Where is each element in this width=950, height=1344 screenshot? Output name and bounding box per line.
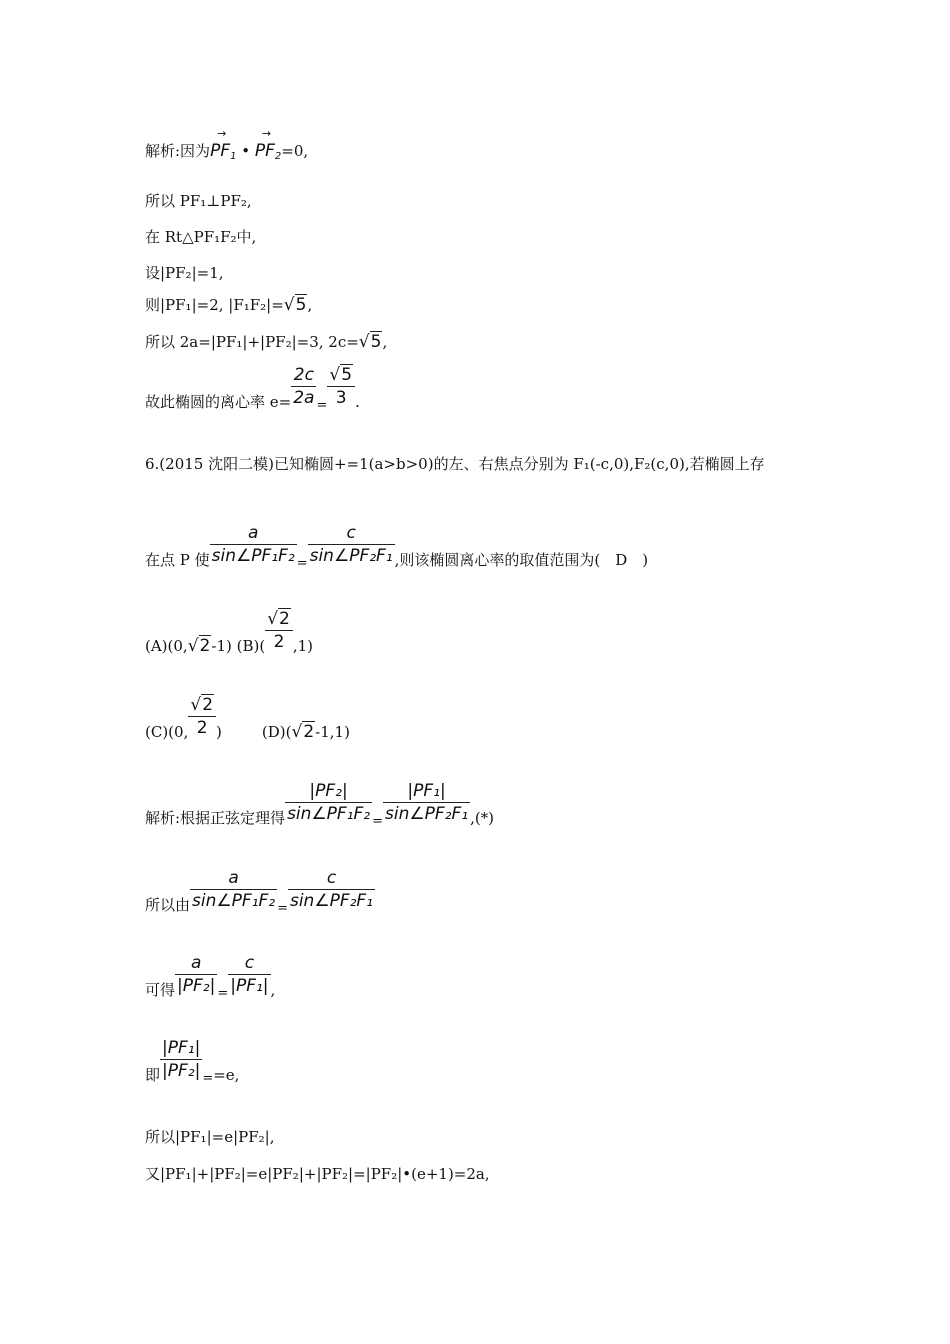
sqrt-5: √5 xyxy=(283,295,307,315)
option-d: (D)( xyxy=(261,723,292,741)
fraction-2c-over-2a: $\frac{2c}{2a}$ xyxy=(293,365,315,408)
vector-arrow-icon: → xyxy=(217,127,227,140)
solution-a-line-5: 则|PF₁|=2, |F₁F₂|=√5, xyxy=(145,295,313,315)
solution-a-line-4: 设|PF₂|=1, xyxy=(145,264,224,282)
solution-b-line-5: 所以|PF₁|=e|PF₂|, xyxy=(145,1128,275,1146)
option-b: ,1) xyxy=(292,637,314,655)
sqrt-5: √5 xyxy=(358,332,382,352)
solution-b-line-3: 可得 $\frac{a}{\text{|PF₂|}}$ = $\frac{c}{\text{|PF₁|}}$ , xyxy=(145,953,276,1001)
option-c: (C)(0, xyxy=(145,723,189,741)
solution-b-line-2: 所以由 $\frac{a}{\text{sin∠PF₁F₂}}$ = $\frac{c}{\text{sin∠PF₂F₁}}$ xyxy=(145,868,374,916)
solution-a-line-1: 解析:因为 → $PF_1$ • → $PF_2=0$, xyxy=(145,127,309,162)
vector-arrow-icon: → xyxy=(261,127,272,140)
dot-operator: • xyxy=(241,142,251,160)
option-a: (A)(0, xyxy=(145,637,188,655)
fraction-c-over-sin: $\frac{c}{\text{sin∠PF₂F₁}}$ xyxy=(309,523,393,566)
solution-b-line-4: 即 $\frac{\text{|PF₁|}}{\text{|PF₂|}}$ ==e, xyxy=(145,1038,240,1086)
problem-6-condition: 在点 P 使 $\frac{a}{\text{sin∠PF₁F₂}}$ = $\frac{c}{\text{sin∠PF₂F₁}}$ ,则该椭圆离心率的取值范围为( D ) xyxy=(145,523,649,571)
solution-a-line-6: 所以 2a=|PF₁|+|PF₂|=3, 2c=√5, xyxy=(145,332,388,352)
problem-6-options-ab: (A)(0,√2-1) (B)( $\frac{√2}{2}$ ,1) xyxy=(145,609,314,656)
vector-pf1: → $PF_1$ xyxy=(210,127,237,162)
solution-b-line-1: 解析:根据正弦定理得 $\frac{\text{|PF₂|}}{\text{sin∠PF₁F₂}}$ = $\frac{\text{|PF₁|}}{\text{sin∠PF₂F₁}}$ ,(*) xyxy=(145,781,495,829)
problem-6-stem: 6.(2015 沈阳二模)已知椭圆+=1(a>b>0)的左、右焦点分别为 F₁(-c,0),F₂(c,0),若椭圆上存 xyxy=(145,455,765,473)
fraction-a-over-sin: $\frac{a}{\text{sin∠PF₁F₂}}$ xyxy=(211,523,295,566)
solution-label: 解析:因为 xyxy=(145,142,211,160)
solution-a-line-2: 所以 PF₁⊥PF₂, xyxy=(145,192,252,210)
problem-6-options-cd: (C)(0, $\frac{√2}{2}$ ) (D)(√2-1,1) xyxy=(145,695,350,742)
fraction-sqrt2-over-2: $\frac{√2}{2}$ xyxy=(188,694,216,739)
vector-pf2: → $PF_2$ xyxy=(254,127,282,162)
fraction-sqrt2-over-2: $\frac{√2}{2}$ xyxy=(265,608,293,653)
solution-a-line-7: 故此椭圆的离心率 e= $\frac{2c}{2a}$ = $\frac{√5}{3}$ . xyxy=(145,365,360,413)
solution-a-line-3: 在 Rt△PF₁F₂中, xyxy=(145,228,257,246)
solution-b-line-6: 又|PF₁|+|PF₂|=e|PF₂|+|PF₂|=|PF₂|•(e+1)=2a, xyxy=(145,1165,490,1183)
fraction-sqrt5-over-3: $\frac{√5}{3}$ xyxy=(327,364,355,409)
